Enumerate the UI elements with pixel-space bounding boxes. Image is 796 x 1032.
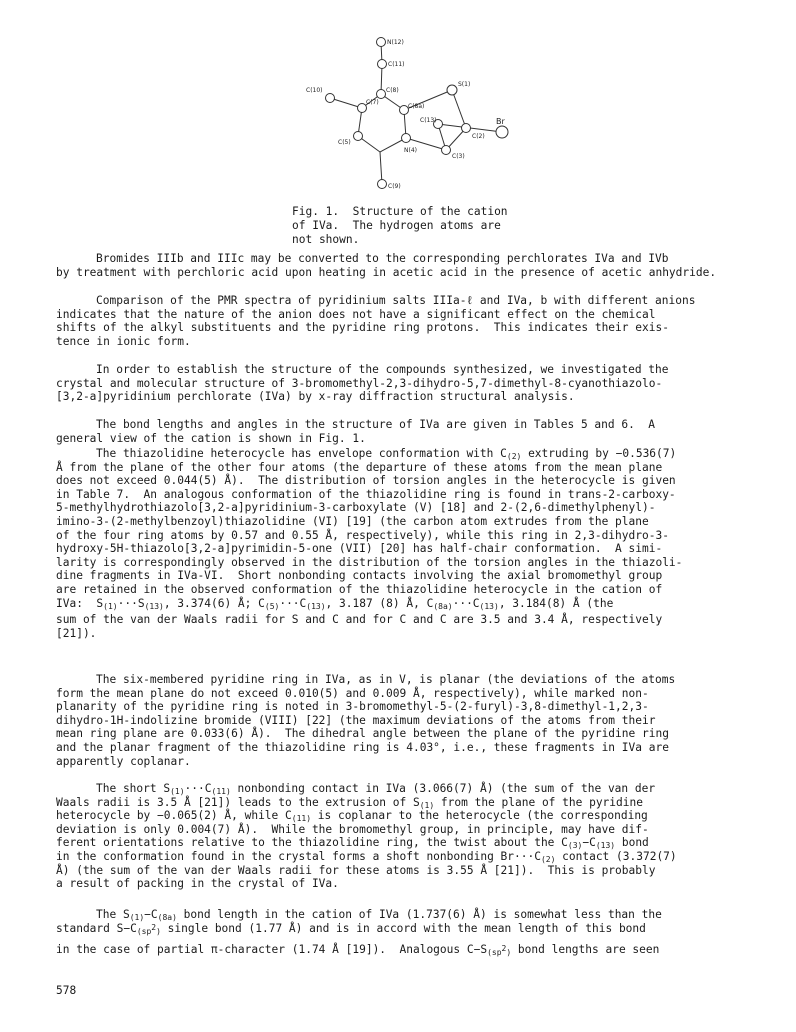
text-line: shifts of the alkyl substituents and the pyridine ring protons. This indicates their exis- xyxy=(56,321,669,335)
text-run: bond xyxy=(615,836,649,850)
subscript: (3) xyxy=(567,841,583,851)
subscript-run: (sp xyxy=(487,948,502,958)
atom-label-c8a: C(8a) xyxy=(408,103,425,110)
subscript-run: ) xyxy=(156,926,161,936)
text-line xyxy=(56,836,746,850)
subscript: (2) xyxy=(540,854,556,864)
molecule-structure-diagram xyxy=(286,28,526,208)
subscript: (8a) xyxy=(157,913,177,922)
subscript: (1) xyxy=(103,601,118,611)
atom-label-c10: C(10) xyxy=(306,87,323,94)
text-line: 5-methylhydrothiazolo[3,2-a]pyridinium-3-carboxylate (V) [18] and 2-(2,6-dimethylphenyl)- xyxy=(56,501,656,515)
text-line: general view of the cation is shown in Fig. 1. xyxy=(56,431,366,445)
atom-label-br: Br xyxy=(496,117,505,126)
subscript-run: (sp xyxy=(136,926,152,936)
text-line: a result of packing in the crystal of IVa. xyxy=(56,877,339,891)
atom-label-c13: C(13) xyxy=(420,117,437,124)
subscript: (1) xyxy=(129,913,145,922)
text-line: dihydro-1H-indolizine bromide (VIII) [22] (the maximum deviations of the atoms from their xyxy=(56,713,656,727)
text-line: The six-membered pyridine ring in IVa, as in V, is planar (the deviations of the atoms xyxy=(96,673,676,686)
text-line: crystal and molecular structure of 3-bromomethyl-2,3-dihydro-5,7-dimethyl-8-cyanothiazolo- xyxy=(56,376,663,390)
text-line: Å from the plane of the other four atoms (the departure of these atoms from the mean plane xyxy=(56,460,663,474)
atom-label-n12: N(12) xyxy=(387,39,404,46)
paragraph-pmr-spectra xyxy=(56,294,746,348)
text-line xyxy=(56,809,746,823)
text-line: Comparison of the PMR spectra of pyridinium salts IIIa-ℓ and IVa, b with different anions xyxy=(96,294,696,307)
text-run: ···C xyxy=(279,596,307,610)
text-line: sum of the van der Waals radii for S and C and for C and C are 3.5 and 3.4 Å, respectively xyxy=(56,613,663,627)
text-line xyxy=(56,447,746,461)
text-run: is coplanar to the heterocycle (the corresponding xyxy=(311,809,648,823)
atom-label-c11: C(11) xyxy=(388,61,405,68)
subscript: (1) xyxy=(419,800,435,810)
text-run: −C xyxy=(144,908,158,921)
text-run: IVa: S xyxy=(56,596,104,610)
text-run: standard S−C xyxy=(56,921,137,935)
paragraph-xray-analysis xyxy=(56,363,746,404)
paragraph-pyridine-planarity xyxy=(56,673,746,768)
text-line xyxy=(56,922,746,936)
text-line: by treatment with perchloric acid upon heating in acetic acid in the presence of acetic anhydride. xyxy=(56,265,717,279)
atom-label-c5: C(5) xyxy=(338,139,351,146)
text-line: [21]). xyxy=(56,626,97,640)
text-line xyxy=(56,782,746,796)
text-run: , 3.184(8) Å (the xyxy=(498,596,614,610)
text-line: and the planar fragment of the thiazolidine ring is 4.03°, i.e., these fragments in IVa are xyxy=(56,740,669,754)
text-run: The short S xyxy=(96,782,171,795)
paragraph-thiazolidine-conformation xyxy=(56,447,746,640)
text-line: apparently coplanar. xyxy=(56,754,191,768)
text-line: In order to establish the structure of the compounds synthesized, we investigated the xyxy=(96,363,669,376)
text-line xyxy=(56,597,746,611)
text-run: bond length in the cation of IVa (1.737(6) Å) is somewhat less than the xyxy=(176,908,662,921)
text-run: ···S xyxy=(117,596,145,610)
text-line xyxy=(56,850,746,864)
figure-caption xyxy=(292,205,532,247)
text-run: , 3.374(6) Å; C xyxy=(163,596,265,610)
subscript: (13) xyxy=(144,601,164,611)
text-line: does not exceed 0.044(5) Å). The distribution of torsion angles in the heterocycle is given xyxy=(56,474,676,488)
text-line: form the mean plane do not exceed 0.010(5) and 0.009 Å, respectively), while marked non- xyxy=(56,686,649,700)
caption-line: of IVa. The hydrogen atoms are xyxy=(292,219,501,232)
text-run: −C xyxy=(582,836,596,850)
subscript: (11) xyxy=(211,787,231,796)
subscript: (2) xyxy=(506,452,522,461)
atom-label-s1: S(1) xyxy=(458,81,471,88)
subscript: (8a) xyxy=(433,601,453,611)
paragraph-bond-tables xyxy=(56,418,746,445)
superscript: 2 xyxy=(151,922,157,932)
atom-label-n4: N(4) xyxy=(404,147,417,154)
text-line: The bond lengths and angles in the structure of IVa are given in Tables 5 and 6. A xyxy=(96,418,656,431)
atom-label-c8: C(8) xyxy=(386,87,399,94)
text-line: planarity of the pyridine ring is noted in 3-bromomethyl-5-(2-furyl)-3,8-dimethyl-1,2,3- xyxy=(56,700,649,714)
text-line: Bromides IIIb and IIIc may be converted to the corresponding perchlorates IVa and IVb xyxy=(96,252,669,265)
subscript: (13) xyxy=(479,601,499,611)
paragraph-bond-length xyxy=(56,908,746,957)
molecule-figure xyxy=(286,28,526,208)
text-run: in the conformation found in the crystal forms a shoft nonbonding Br···C xyxy=(56,849,541,863)
text-run: from the plane of the pyridine xyxy=(434,795,643,809)
text-line xyxy=(56,796,746,810)
text-run: ferent orientations relative to the thiazolidine ring, the twist about the C xyxy=(56,836,568,850)
subscript: (11) xyxy=(291,814,312,824)
text-line: in Table 7. An analogous conformation of the thiazolidine ring is found in trans-2-carboxy- xyxy=(56,487,676,501)
subscript: (1) xyxy=(170,787,185,796)
text-run: bond lengths are seen xyxy=(511,943,660,957)
text-line xyxy=(56,908,746,922)
text-line: hydroxy-5H-thiazolo[3,2-a]pyrimidin-5-one (VII) [20] has half-chair conformation. A simi- xyxy=(56,542,663,556)
caption-line: Fig. 1. Structure of the cation xyxy=(292,205,508,218)
text-line: [3,2-a]pyridinium perchlorate (IVa) by x-ray diffraction structural analysis. xyxy=(56,390,575,404)
subscript: (5) xyxy=(264,601,280,611)
text-line: mean ring plane are 0.033(6) Å). The dihedral angle between the plane of the pyridine ring xyxy=(56,727,669,741)
page-number: 578 xyxy=(56,984,77,997)
text-run: ···C xyxy=(452,596,480,610)
superscript: 2 xyxy=(501,944,507,954)
paragraph-nonbonding-contact xyxy=(56,782,746,891)
text-run: The S xyxy=(96,908,130,921)
text-line: imino-3-(2-methylbenzoyl)thiazolidine (VI) [19] (the carbon atom extrudes from the plane xyxy=(56,514,649,528)
atom-label-c3: C(3) xyxy=(452,153,465,160)
text-line: larity is correspondingly observed in the distribution of the torsion angles in the thiazoli- xyxy=(56,555,683,569)
text-line: of the four ring atoms by 0.57 and 0.55 Å, respectively), while this ring in 2,3-dihydro-3- xyxy=(56,528,669,542)
text-run: in the case of partial π-character (1.74 Å [19]). Analogous C−S xyxy=(56,943,488,957)
text-run: extruding by −0.536(7) xyxy=(521,447,677,460)
text-run: ···C xyxy=(184,782,212,795)
paragraph-perchlorates xyxy=(56,252,746,279)
subscript-run: ) xyxy=(506,948,512,958)
text-line xyxy=(56,943,746,957)
subscript: (13) xyxy=(306,601,326,611)
text-run: single bond (1.77 Å) and is in accord with the mean length of this bond xyxy=(160,921,646,935)
text-run: Waals radii is 3.5 Å [21]) leads to the extrusion of S xyxy=(56,795,420,809)
subscript: (13) xyxy=(595,841,616,851)
subscript xyxy=(136,922,161,936)
text-run: The thiazolidine heterocycle has envelope conformation with C xyxy=(96,447,507,460)
subscript xyxy=(487,944,512,958)
text-line: indicates that the nature of the anion does not have a significant effect on the chemical xyxy=(56,307,656,321)
text-run: nonbonding contact in IVa (3.066(7) Å) (the sum of the van der xyxy=(230,782,656,795)
atom-label-c2: C(2) xyxy=(472,133,485,140)
atom-label-c9: C(9) xyxy=(388,183,401,190)
text-run: , 3.187 (8) Å, C xyxy=(325,596,434,610)
text-line: tence in ionic form. xyxy=(56,334,191,348)
text-line: are retained in the observed conformation of the thiazolidine heterocycle in the cation of xyxy=(56,582,663,596)
text-line: dine fragments in IVa-VI. Short nonbonding contacts involving the axial bromomethyl group xyxy=(56,569,663,583)
atom-label-c7: C(7) xyxy=(366,99,379,106)
text-run: heterocycle by −0.065(2) Å, while C xyxy=(56,809,292,823)
caption-line: not shown. xyxy=(292,233,360,246)
text-line: deviation is only 0.004(7) Å). While the bromomethyl group, in principle, may have dif- xyxy=(56,822,649,836)
text-run: contact (3.372(7) xyxy=(555,849,677,863)
text-line: Å) (the sum of the van der Waals radii for these atoms is 3.55 Å [21]). This is probably xyxy=(56,863,656,877)
